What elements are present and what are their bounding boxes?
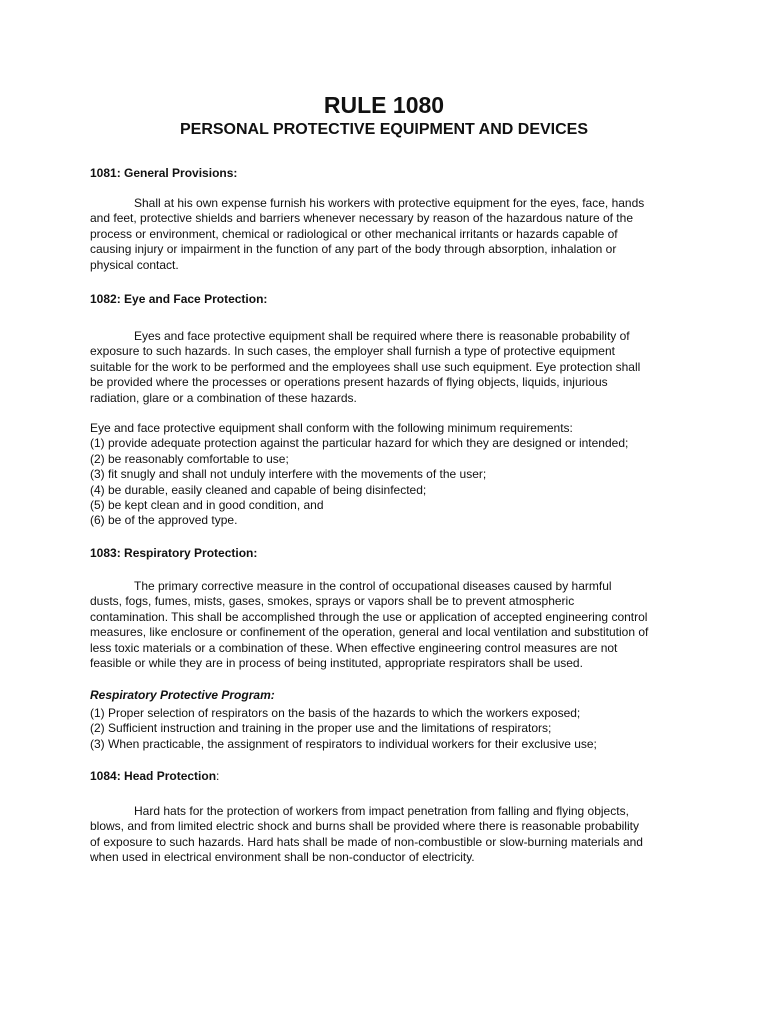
paragraph-line: of exposure to such hazards. Hard hats shall be made of non-combustible or slow-burning materials and xyxy=(90,834,643,849)
paragraph-line: be provided where the processes or operations present hazards of flying objects, liquids, injurious xyxy=(90,375,608,390)
respiratory-program-list xyxy=(90,706,690,752)
section-1082-requirements xyxy=(90,421,690,529)
section-1084-heading-colon: : xyxy=(216,769,220,783)
section-1081-heading: 1081: General Provisions: xyxy=(90,166,238,180)
paragraph-line: Eyes and face protective equipment shall be required where there is reasonable probability of xyxy=(134,329,630,343)
paragraph-line: process or environment, chemical or radiological or other mechanical irritants or hazards capable of xyxy=(90,226,618,241)
paragraph-line: measures, like enclosure or confinement of the operation, general and local ventilation and substitution of xyxy=(90,625,649,640)
requirement-item: (3) fit snugly and shall not unduly interfere with the movements of the user; xyxy=(90,467,487,482)
paragraph-line: exposure to such hazards. In such cases, the employer shall furnish a type of protective equipment xyxy=(90,344,615,359)
program-item: (3) When practicable, the assignment of respirators to individual workers for their exclusive use; xyxy=(90,736,597,751)
paragraph-line: Shall at his own expense furnish his workers with protective equipment for the eyes, face, hands xyxy=(134,196,645,210)
paragraph-line: less toxic materials or a combination of these. When effective engineering control measures are not xyxy=(90,640,618,655)
section-1083-body xyxy=(90,579,690,671)
paragraph-line: contamination. This shall be accomplished through the use or application of accepted engineering control xyxy=(90,609,648,624)
section-1084-body xyxy=(90,804,690,866)
paragraph-line: physical contact. xyxy=(90,257,179,272)
section-1083-heading: 1083: Respiratory Protection: xyxy=(90,546,258,560)
section-1082-heading: 1082: Eye and Face Protection: xyxy=(90,292,268,306)
requirement-item: (4) be durable, easily cleaned and capable of being disinfected; xyxy=(90,482,427,497)
section-1081-body xyxy=(90,196,690,273)
respiratory-program-heading: Respiratory Protective Program: xyxy=(90,688,275,702)
requirement-item: (1) provide adequate protection against the particular hazard for which they are designed or intended; xyxy=(90,436,629,451)
section-1084-heading xyxy=(90,769,690,784)
requirement-item: (2) be reasonably comfortable to use; xyxy=(90,451,289,466)
document-subtitle: PERSONAL PROTECTIVE EQUIPMENT AND DEVICES xyxy=(179,121,589,138)
section-1084-heading-text: 1084: Head Protection xyxy=(90,769,217,783)
paragraph-line: The primary corrective measure in the control of occupational diseases caused by harmful xyxy=(134,579,612,593)
paragraph-line: suitable for the work to be performed and the employees shall use such equipment. Eye protection shall xyxy=(90,359,641,374)
paragraph-line: and feet, protective shields and barriers whenever necessary by reason of the hazardous nature of the xyxy=(90,211,633,226)
requirement-item: (5) be kept clean and in good condition, and xyxy=(90,498,324,513)
requirements-intro: Eye and face protective equipment shall conform with the following minimum requirements: xyxy=(90,421,573,435)
paragraph-line: blows, and from limited electric shock and burns shall be provided where there is reasonable probability xyxy=(90,819,639,834)
document-title: RULE 1080 xyxy=(323,92,445,118)
paragraph-line: dusts, fogs, fumes, mists, gases, smokes, sprays or vapors shall be to prevent atmospheric xyxy=(90,594,575,609)
program-item: (1) Proper selection of respirators on the basis of the hazards to which the workers exposed; xyxy=(90,706,581,720)
paragraph-line: radiation, glare or a combination of these hazards. xyxy=(90,390,357,405)
section-1082-body xyxy=(90,329,690,406)
paragraph-line: when used in electrical environment shall be non-conductor of electricity. xyxy=(90,850,475,865)
requirement-item: (6) be of the approved type. xyxy=(90,513,238,528)
paragraph-line: feasible or while they are in process of being instituted, appropriate respirators shall be used. xyxy=(90,656,583,671)
paragraph-line: Hard hats for the protection of workers from impact penetration from falling and flying objects, xyxy=(134,804,629,818)
program-item: (2) Sufficient instruction and training in the proper use and the limitations of respirators; xyxy=(90,721,552,736)
paragraph-line: causing injury or impairment in the function of any part of the body through absorption, inhalation or xyxy=(90,242,617,257)
